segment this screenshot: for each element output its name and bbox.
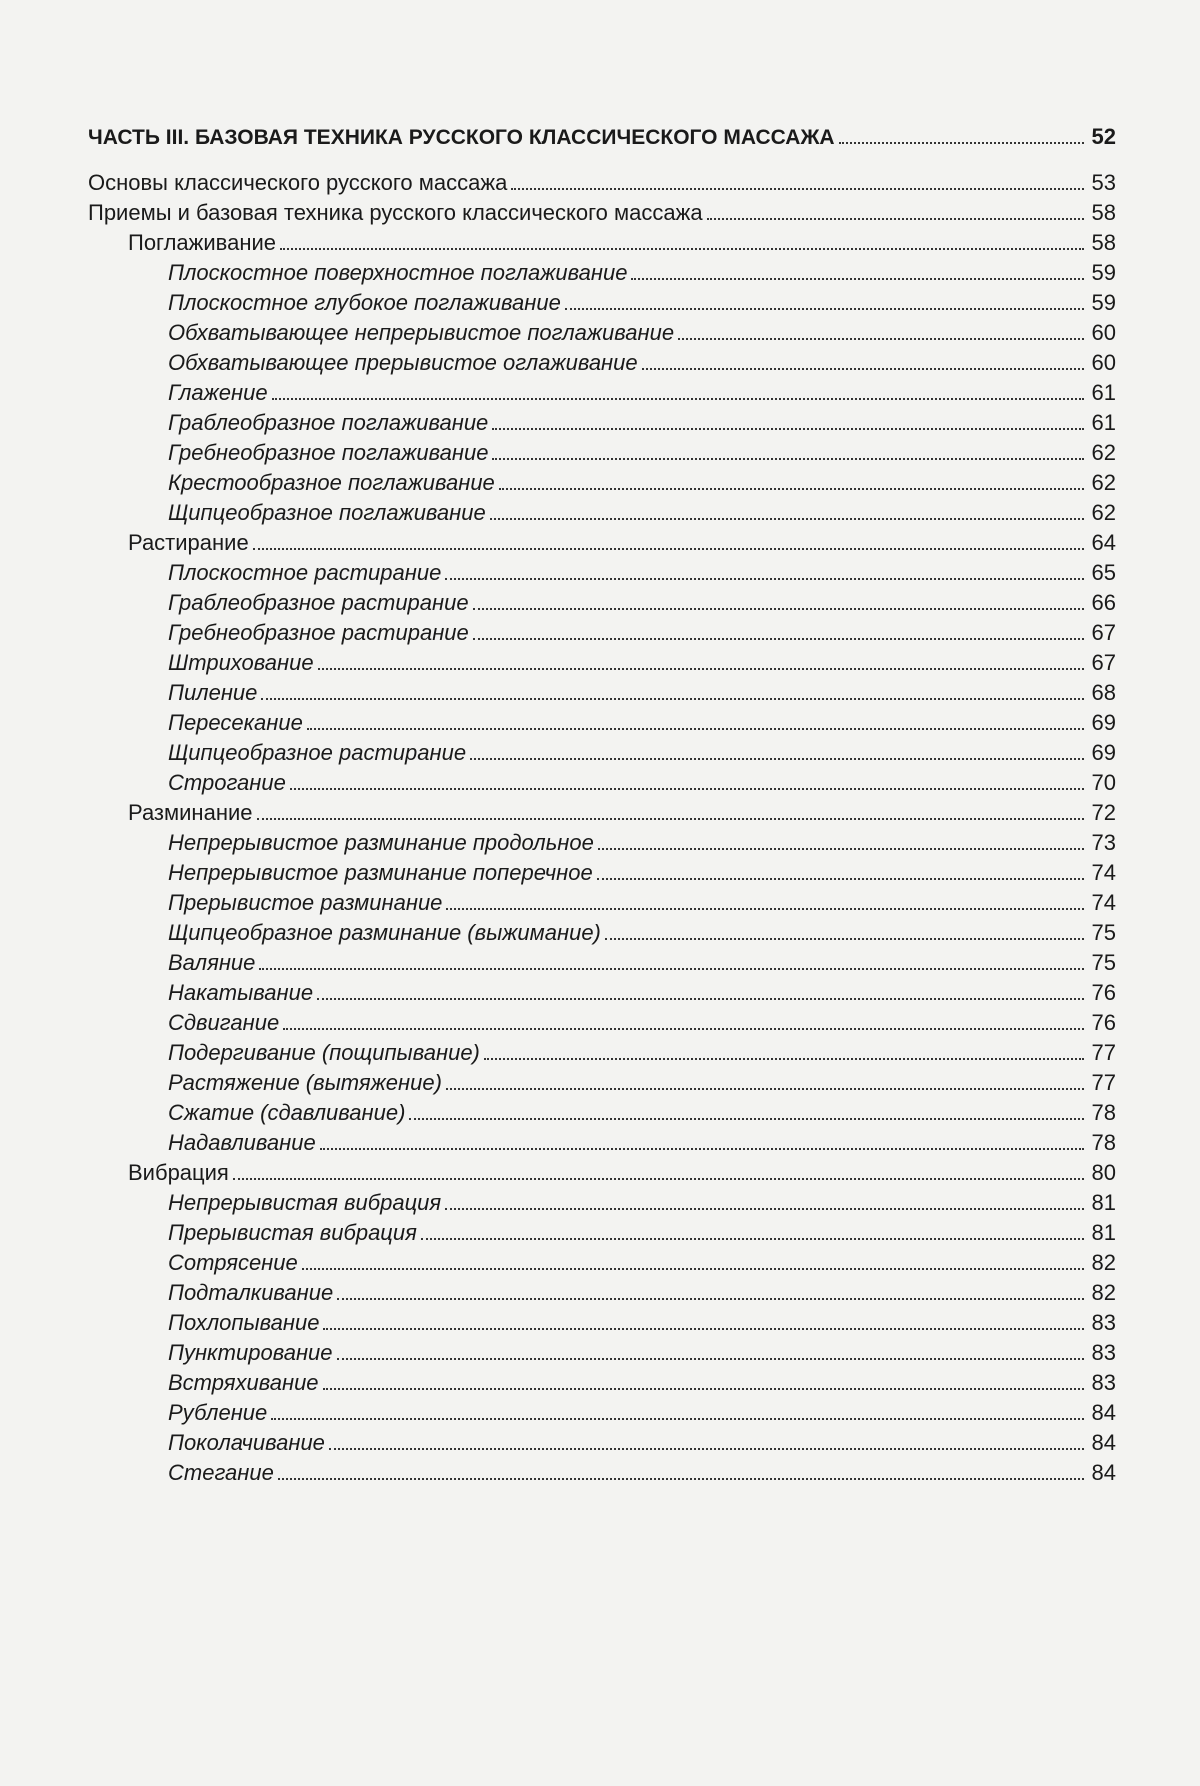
toc-part-heading: [88, 122, 1116, 162]
toc-entry-title: Поколачивание: [168, 1430, 325, 1455]
toc-entry-title: Крестообразное поглаживание: [168, 470, 495, 495]
toc-part-page: 52: [1091, 124, 1116, 149]
toc-entry-title: Вибрация: [128, 1160, 229, 1185]
toc-entry-title: Прерывистая вибрация: [168, 1220, 417, 1245]
toc-entry-title: Плоскостное поверхностное поглаживание: [168, 260, 628, 285]
toc-entry-page: 84: [1091, 1460, 1116, 1485]
toc-leader: [565, 308, 1084, 310]
toc-entry-page: 83: [1091, 1310, 1116, 1335]
toc-entry-title: Накатывание: [168, 980, 314, 1005]
toc-leader: [473, 608, 1084, 610]
toc-entry: [88, 1038, 1116, 1068]
toc-entry: [88, 438, 1116, 468]
toc-entry-page: 75: [1091, 950, 1116, 975]
toc-entry-title: Сдвигание: [168, 1010, 280, 1035]
toc-entry-page: 65: [1091, 560, 1116, 585]
toc-entry: [88, 348, 1116, 378]
toc-entry: [88, 1008, 1116, 1038]
toc-leader: [278, 1478, 1084, 1480]
toc-entry: [88, 618, 1116, 648]
table-of-contents: [88, 122, 1116, 1488]
toc-entry-title: Штрихование: [168, 650, 314, 675]
toc-entry-page: 76: [1091, 1010, 1116, 1035]
toc-entry-title: Щипцеобразное разминание (выжимание): [168, 920, 601, 945]
toc-entry-title: Встряхивание: [168, 1370, 319, 1395]
toc-entry-page: 68: [1091, 680, 1116, 705]
toc-entry-title: Непрерывистое разминание продольное: [168, 830, 594, 855]
toc-entry: [88, 1458, 1116, 1488]
toc-entry-page: 61: [1091, 410, 1116, 435]
toc-entry: [88, 918, 1116, 948]
toc-entry: [88, 738, 1116, 768]
toc-entry: [88, 1098, 1116, 1128]
toc-entry: [88, 768, 1116, 798]
toc-entry-page: 59: [1091, 290, 1116, 315]
toc-entry-title: Граблеобразное растирание: [168, 590, 469, 615]
toc-entry-title: Прерывистое разминание: [168, 890, 443, 915]
toc-leader: [445, 1208, 1084, 1210]
toc-entry-title: Растяжение (вытяжение): [168, 1070, 442, 1095]
toc-entry-title: Растирание: [128, 530, 249, 555]
toc-leader: [484, 1058, 1084, 1060]
toc-entry-title: Надавливание: [168, 1130, 316, 1155]
toc-leader: [445, 578, 1084, 580]
toc-entry-page: 59: [1091, 260, 1116, 285]
toc-leader: [492, 428, 1084, 430]
toc-entry: [88, 168, 1116, 198]
toc-entry-title: Пиление: [168, 680, 258, 705]
toc-entry-title: Граблеобразное поглаживание: [168, 410, 489, 435]
toc-entry: [88, 1188, 1116, 1218]
toc-entry: [88, 1218, 1116, 1248]
toc-leader: [678, 338, 1084, 340]
toc-entry-page: 81: [1091, 1190, 1116, 1215]
toc-entry-page: 70: [1091, 770, 1116, 795]
toc-leader: [597, 878, 1084, 880]
toc-entry-page: 66: [1091, 590, 1116, 615]
toc-entry: [88, 1278, 1116, 1308]
toc-entry-title: Основы классического русского массажа: [88, 170, 508, 195]
toc-entry: [88, 948, 1116, 978]
toc-leader: [302, 1268, 1084, 1270]
toc-entry-page: 83: [1091, 1340, 1116, 1365]
toc-leader: [473, 638, 1084, 640]
toc-entry: [88, 1338, 1116, 1368]
toc-entry: [88, 198, 1116, 228]
toc-entry-title: Обхватывающее непрерывистое поглаживание: [168, 320, 675, 345]
toc-leader: [259, 968, 1084, 970]
toc-entry-page: 84: [1091, 1400, 1116, 1425]
toc-entry-page: 61: [1091, 380, 1116, 405]
toc-entry-title: Щипцеобразное растирание: [168, 740, 467, 765]
toc-entry-page: 64: [1091, 530, 1116, 555]
toc-entry-page: 60: [1091, 320, 1116, 345]
toc-entry-title: Пунктирование: [168, 1340, 333, 1365]
toc-leader: [605, 938, 1084, 940]
toc-entry-page: 58: [1091, 200, 1116, 225]
toc-leader: [421, 1238, 1084, 1240]
toc-entry-page: 75: [1091, 920, 1116, 945]
toc-entry-page: 82: [1091, 1250, 1116, 1275]
toc-part-title: ЧАСТЬ III. БАЗОВАЯ ТЕХНИКА РУССКОГО КЛАССИЧЕСКОГО МАССАЖА: [88, 126, 835, 149]
toc-entry: [88, 558, 1116, 588]
toc-leader: [307, 728, 1084, 730]
toc-entry-title: Приемы и базовая техника русского классического массажа: [88, 200, 703, 225]
toc-entry-title: Поглаживание: [128, 230, 277, 255]
toc-entry-title: Глажение: [168, 380, 268, 405]
toc-entry-page: 74: [1091, 860, 1116, 885]
toc-leader: [492, 458, 1084, 460]
toc-leader: [329, 1448, 1084, 1450]
toc-entry-page: 80: [1091, 1160, 1116, 1185]
toc-entry-page: 74: [1091, 890, 1116, 915]
toc-entry-page: 58: [1091, 230, 1116, 255]
toc-leader: [511, 188, 1084, 190]
toc-entry-page: 67: [1091, 650, 1116, 675]
toc-entry-title: Похлопывание: [168, 1310, 320, 1335]
toc-entry-page: 62: [1091, 470, 1116, 495]
toc-entry-title: Непрерывистое разминание поперечное: [168, 860, 593, 885]
toc-leader: [446, 908, 1084, 910]
toc-leader: [323, 1328, 1084, 1330]
toc-entry-title: Валяние: [168, 950, 256, 975]
toc-entry: [88, 1158, 1116, 1188]
toc-leader: [272, 398, 1084, 400]
toc-entry: [88, 678, 1116, 708]
toc-entry: [88, 528, 1116, 558]
toc-entry-page: 60: [1091, 350, 1116, 375]
toc-entry-page: 73: [1091, 830, 1116, 855]
toc-entry: [88, 1248, 1116, 1278]
toc-entry: [88, 258, 1116, 288]
toc-entry: [88, 288, 1116, 318]
toc-entry-title: Подталкивание: [168, 1280, 334, 1305]
toc-entry-title: Сжатие (сдавливание): [168, 1100, 406, 1125]
toc-leader: [409, 1118, 1084, 1120]
toc-entry-page: 81: [1091, 1220, 1116, 1245]
toc-leader: [320, 1148, 1084, 1150]
toc-entry: [88, 648, 1116, 678]
toc-entry-title: Строгание: [168, 770, 286, 795]
toc-entry: [88, 408, 1116, 438]
toc-entry-title: Плоскостное растирание: [168, 560, 442, 585]
toc-entry-page: 69: [1091, 740, 1116, 765]
toc-leader: [631, 278, 1084, 280]
toc-entry-page: 84: [1091, 1430, 1116, 1455]
toc-entry-title: Стегание: [168, 1460, 274, 1485]
toc-entry-title: Подергивание (пощипывание): [168, 1040, 480, 1065]
toc-entry-page: 77: [1091, 1040, 1116, 1065]
toc-entry-title: Непрерывистая вибрация: [168, 1190, 442, 1215]
toc-entry: [88, 318, 1116, 348]
toc-entry: [88, 378, 1116, 408]
toc-leader: [446, 1088, 1084, 1090]
toc-leader: [280, 248, 1084, 250]
toc-entry: [88, 1128, 1116, 1158]
toc-entry-title: Рубление: [168, 1400, 268, 1425]
toc-entry: [88, 498, 1116, 528]
toc-entry-page: 53: [1091, 170, 1116, 195]
toc-entry-title: Обхватывающее прерывистое оглаживание: [168, 350, 638, 375]
toc-entry-page: 83: [1091, 1370, 1116, 1395]
toc-entry-title: Гребнеобразное растирание: [168, 620, 469, 645]
toc-leader: [283, 1028, 1084, 1030]
toc-leader: [290, 788, 1084, 790]
toc-leader: [337, 1358, 1084, 1360]
toc-entry-page: 82: [1091, 1280, 1116, 1305]
toc-entry: [88, 828, 1116, 858]
toc-entry-title: Пересекание: [168, 710, 303, 735]
toc-entry-title: Щипцеобразное поглаживание: [168, 500, 486, 525]
toc-entry-page: 62: [1091, 440, 1116, 465]
toc-entry: [88, 1368, 1116, 1398]
toc-entry-title: Плоскостное глубокое поглаживание: [168, 290, 561, 315]
toc-entry-title: Гребнеобразное поглаживание: [168, 440, 489, 465]
toc-leader: [233, 1178, 1084, 1180]
toc-entry: [88, 588, 1116, 618]
toc-entry: [88, 1308, 1116, 1338]
toc-leader: [490, 518, 1084, 520]
toc-leader: [271, 1418, 1084, 1420]
toc-entry-page: 77: [1091, 1070, 1116, 1095]
toc-leader: [261, 698, 1084, 700]
toc-leader: [253, 548, 1084, 550]
toc-entry-page: 72: [1091, 800, 1116, 825]
toc-entry: [88, 888, 1116, 918]
toc-entry: [88, 858, 1116, 888]
toc-leader: [470, 758, 1084, 760]
toc-entry-page: 76: [1091, 980, 1116, 1005]
toc-entry: [88, 1068, 1116, 1098]
toc-entry-title: Сотрясение: [168, 1250, 298, 1275]
toc-leader: [642, 368, 1084, 370]
toc-entry-page: 78: [1091, 1130, 1116, 1155]
toc-leader: [318, 668, 1084, 670]
toc-entry: [88, 708, 1116, 738]
toc-entry: [88, 468, 1116, 498]
toc-leader: [839, 142, 1084, 144]
toc-leader: [707, 218, 1084, 220]
toc-entry: [88, 978, 1116, 1008]
toc-entry: [88, 1428, 1116, 1458]
toc-entry-page: 67: [1091, 620, 1116, 645]
toc-entry-page: 62: [1091, 500, 1116, 525]
toc-entry: [88, 228, 1116, 258]
toc-leader: [323, 1388, 1084, 1390]
toc-leader: [499, 488, 1084, 490]
toc-leader: [257, 818, 1085, 820]
toc-entry-page: 78: [1091, 1100, 1116, 1125]
toc-entry: [88, 1398, 1116, 1428]
toc-entry-title: Разминание: [128, 800, 253, 825]
toc-leader: [317, 998, 1084, 1000]
toc-leader: [598, 848, 1084, 850]
toc-leader: [337, 1298, 1084, 1300]
toc-entry: [88, 798, 1116, 828]
toc-entry-page: 69: [1091, 710, 1116, 735]
